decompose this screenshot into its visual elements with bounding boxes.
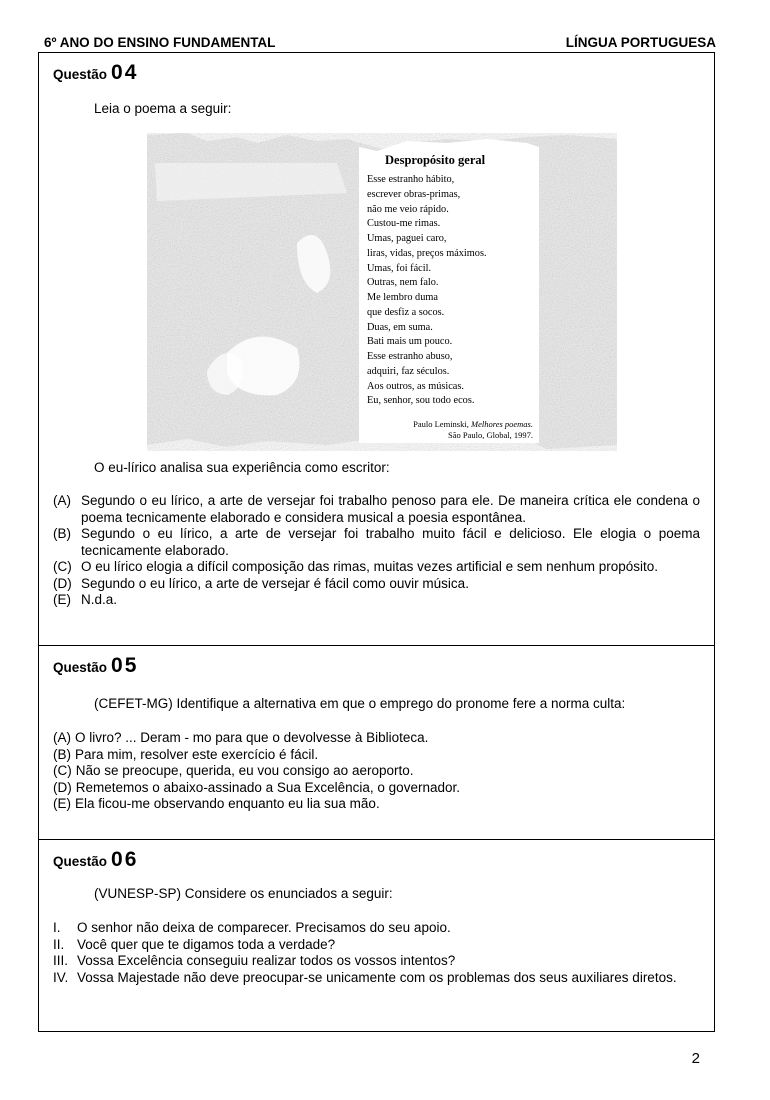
option-text: Ela ficou-me observando enquanto eu lia sua mão. bbox=[75, 796, 380, 811]
statement-iii bbox=[53, 953, 700, 970]
options-list bbox=[53, 730, 700, 813]
poem-line: Esse estranho abuso, bbox=[367, 351, 453, 362]
statement-number: IV. bbox=[53, 969, 69, 985]
statement-number: III. bbox=[53, 953, 69, 968]
option-letter: (E) bbox=[53, 796, 71, 811]
option-a[interactable] bbox=[53, 493, 700, 526]
option-d[interactable] bbox=[53, 576, 700, 593]
poem-citation bbox=[381, 419, 533, 441]
question-title bbox=[53, 848, 138, 872]
option-letter: (A) bbox=[53, 493, 71, 508]
question-04 bbox=[39, 53, 714, 645]
question-label: Questão bbox=[53, 67, 108, 82]
statements-list bbox=[53, 920, 700, 986]
option-b[interactable] bbox=[53, 526, 700, 559]
question-intro: Leia o poema a seguir: bbox=[94, 101, 232, 116]
statement-text: Vossa Excelência conseguiu realizar todos os vossos intentos? bbox=[77, 953, 456, 968]
option-letter: (C) bbox=[53, 559, 72, 574]
question-05 bbox=[39, 645, 714, 840]
option-e[interactable] bbox=[53, 796, 700, 813]
option-text: Segundo o eu lírico, a arte de versejar foi trabalho muito fácil e delicioso. Ele elogia o poema tecnicamente elaborado. bbox=[81, 526, 700, 558]
statement-text: Você quer que te digamos toda a verdade? bbox=[77, 936, 336, 952]
page-number: 2 bbox=[691, 1050, 700, 1067]
question-label: Questão bbox=[53, 854, 108, 869]
poem-line: Bati mais um pouco. bbox=[367, 336, 453, 348]
statement-iv bbox=[53, 970, 700, 987]
question-intro: (CEFET-MG) Identifique a alternativa em que o emprego do pronome fere a norma culta: bbox=[94, 696, 626, 711]
option-text: O livro? ... Deram - mo para que o devolvesse à Biblioteca. bbox=[75, 730, 429, 745]
option-text: Segundo o eu lírico, a arte de versejar é fácil como ouvir música. bbox=[81, 575, 469, 591]
poem-line: Eu, senhor, sou todo ecos. bbox=[367, 395, 475, 407]
question-title bbox=[53, 61, 138, 85]
poem-line: Umas, foi fácil. bbox=[367, 262, 432, 274]
poem-line: Aos outros, as músicas. bbox=[367, 380, 464, 392]
poem-figure bbox=[147, 133, 617, 451]
statement-ii bbox=[53, 937, 700, 954]
option-b[interactable] bbox=[53, 747, 700, 764]
option-text: O eu lírico elogia a difícil composição das rimas, muitas vezes artificial e sem nenhum propósito. bbox=[81, 559, 658, 574]
poem-line: Duas, em suma. bbox=[367, 321, 433, 333]
poem-line: Outras, nem falo. bbox=[367, 277, 439, 289]
question-number: 06 bbox=[111, 848, 139, 871]
poem-line: adquiri, faz séculos. bbox=[367, 365, 450, 377]
poem-book: Melhores poemas. bbox=[470, 419, 533, 429]
statement-number: II. bbox=[53, 936, 65, 952]
option-text: Remetemos o abaixo-assinado a Sua Excelência, o governador. bbox=[75, 779, 460, 795]
poem-line: Esse estranho hábito, bbox=[367, 174, 455, 185]
option-letter: (E) bbox=[53, 592, 71, 607]
poem-line: Custou-me rimas. bbox=[367, 218, 441, 230]
option-letter: (A) bbox=[53, 730, 71, 745]
poem-line: que desfiz a socos. bbox=[367, 306, 445, 318]
option-letter: (D) bbox=[53, 575, 72, 591]
option-letter: (D) bbox=[53, 779, 72, 795]
option-e[interactable] bbox=[53, 592, 700, 609]
question-title bbox=[53, 654, 138, 678]
options-list bbox=[53, 493, 700, 609]
option-text: N.d.a. bbox=[81, 592, 118, 607]
poem-line: Me lembro duma bbox=[367, 292, 438, 303]
option-text: Não se preocupe, querida, eu vou consigo ao aeroporto. bbox=[75, 763, 414, 778]
statement-number: I. bbox=[53, 920, 61, 935]
poem-author: Paulo Leminski, bbox=[413, 419, 469, 429]
question-prompt: O eu-lírico analisa sua experiência como escritor: bbox=[94, 460, 390, 475]
grade-label: 6º ANO DO ENSINO FUNDAMENTAL bbox=[44, 35, 276, 50]
question-number: 04 bbox=[111, 61, 139, 84]
statement-text: O senhor não deixa de comparecer. Precisamos do seu apoio. bbox=[77, 920, 451, 935]
option-letter: (C) bbox=[53, 763, 72, 778]
option-c[interactable] bbox=[53, 559, 700, 576]
option-d[interactable] bbox=[53, 780, 700, 797]
question-label: Questão bbox=[53, 660, 108, 675]
option-c[interactable] bbox=[53, 763, 700, 780]
poem-line: liras, vidas, preços máximos. bbox=[367, 247, 487, 259]
poem-title: Despropósito geral bbox=[385, 153, 486, 167]
option-text: Para mim, resolver este exercício é fácil. bbox=[75, 746, 319, 762]
statement-text: Vossa Majestade não deve preocupar-se unicamente com os problemas dos seus auxiliares diretos. bbox=[77, 969, 677, 985]
poem-line: escrever obras-primas, bbox=[367, 188, 461, 200]
poem-line: Umas, paguei caro, bbox=[367, 233, 447, 244]
poem-line: não me veio rápido. bbox=[367, 203, 449, 215]
poem-lines bbox=[367, 173, 487, 409]
questions-frame bbox=[38, 52, 715, 1032]
question-06 bbox=[39, 839, 714, 1032]
option-text: Segundo o eu lírico, a arte de versejar foi trabalho penoso para ele. De maneira crítica ele condena o poema tecnicamente elaborado e considera musical a poesia espontânea. bbox=[81, 493, 700, 525]
statement-i bbox=[53, 920, 700, 937]
page-header bbox=[44, 35, 716, 51]
poem-publisher: São Paulo, Global, 1997. bbox=[448, 430, 533, 440]
option-a[interactable] bbox=[53, 730, 700, 747]
option-letter: (B) bbox=[53, 526, 71, 541]
option-letter: (B) bbox=[53, 746, 71, 762]
subject-label: LÍNGUA PORTUGUESA bbox=[565, 35, 716, 50]
question-number: 05 bbox=[111, 654, 139, 677]
question-intro: (VUNESP-SP) Considere os enunciados a seguir: bbox=[94, 886, 393, 901]
